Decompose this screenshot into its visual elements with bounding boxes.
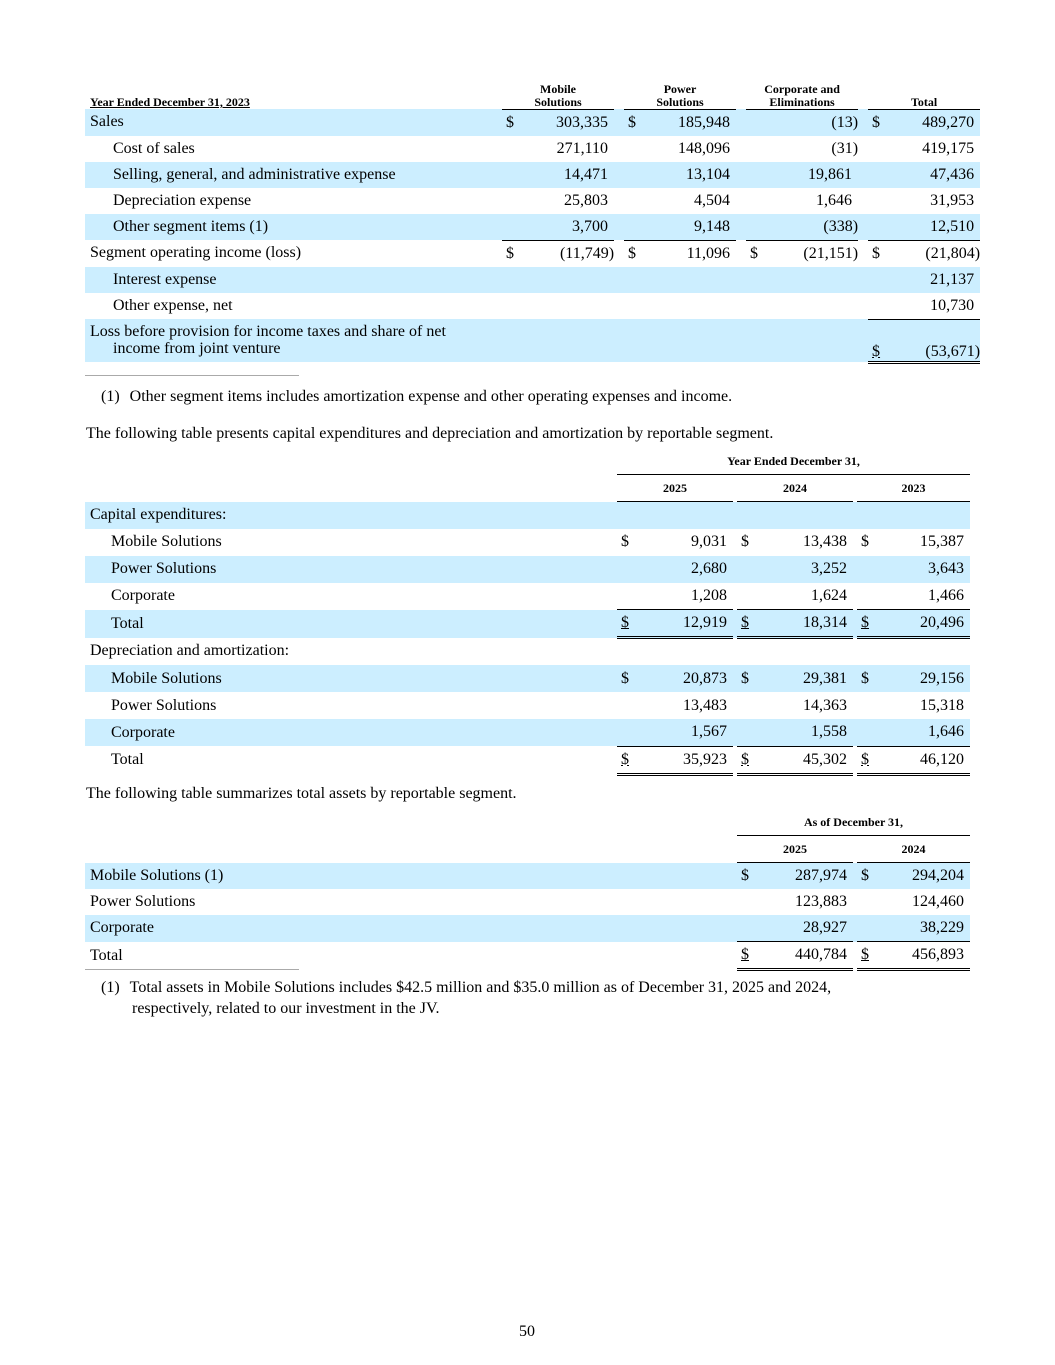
table-row: Corporate 1,208 1,624 1,466 — [85, 583, 970, 610]
table-row: Interest expense 21,137 — [85, 267, 980, 293]
intro-capex: The following table presents capital expenditures and depreciation and amortization by reportable segment. — [86, 425, 774, 442]
footnote-2: (1) Total assets in Mobile Solutions includes $42.5 million and $35.0 million as of December 31, 2025 and 2024, respectively, related to our investment in the JV. — [101, 979, 832, 1017]
table-row: Other segment items (1) 3,700 9,148 (338) 12,510 — [85, 214, 980, 241]
super-header-year-ended: Year Ended December 31, — [617, 448, 970, 475]
table-row: Segment operating income (loss) $ (11,749) $ 11,096 $ (21,151) $ (21,804) — [90, 244, 981, 262]
col-header-mobile: Mobile Solutions — [502, 78, 614, 109]
footnote-separator — [85, 375, 299, 376]
col-header-corporate: Corporate and Eliminations — [746, 78, 858, 109]
table-row: Cost of sales 271,110 148,096 (31) 419,175 — [113, 139, 975, 157]
segment-income-table-2023 — [85, 78, 980, 364]
col-header-2023: 2023 — [857, 475, 970, 502]
col-header-2025: 2025 — [737, 836, 853, 863]
table-row: Mobile Solutions (1) $ 287,974 $ 294,204 — [85, 863, 970, 890]
col-header-2024: 2024 — [737, 475, 853, 502]
table-row-total: Total $ 35,923 $ 45,302 $ 46,120 — [85, 746, 970, 774]
footnote-1: (1) Other segment items includes amortization expense and other operating expenses and income. — [101, 388, 733, 405]
table-title: Year Ended December 31, 2023 — [90, 95, 250, 109]
table-row: Mobile Solutions $ 20,873 $ 29,381 $ 29,156 — [85, 665, 970, 692]
col-header-2025: 2025 — [617, 475, 733, 502]
table-row: Depreciation expense 25,803 4,504 1,646 31,953 — [113, 191, 975, 209]
table-row: Other expense, net 10,730 — [85, 293, 980, 320]
col-header-total: Total — [868, 78, 980, 109]
col-header-power: Power Solutions — [624, 78, 736, 109]
table-row: Sales $ 303,335 $ 185,948 (13) $ 489,270 — [85, 109, 980, 136]
section-header-depreciation: Depreciation and amortization: — [90, 642, 290, 660]
table-row: Power Solutions 2,680 3,252 3,643 — [85, 556, 970, 583]
footnote-separator — [85, 969, 299, 970]
capex-depreciation-table — [85, 448, 970, 776]
table-row: Loss before provision for income taxes and share of net income from joint venture $ (53,671) — [85, 319, 980, 362]
total-assets-table — [85, 809, 970, 971]
table-row-total: Total $ 12,919 $ 18,314 $ 20,496 — [85, 610, 970, 638]
intro-assets: The following table summarizes total assets by reportable segment. — [86, 785, 517, 802]
table-row-total: Total $ 440,784 $ 456,893 — [85, 942, 970, 970]
table-row: Power Solutions 13,483 14,363 15,318 — [111, 696, 964, 714]
table-row: Power Solutions 123,883 124,460 — [90, 893, 965, 910]
table-row: Corporate 28,927 38,229 — [85, 915, 970, 942]
table-row: Corporate 1,567 1,558 1,646 — [85, 719, 970, 746]
page-number: 50 — [519, 1323, 535, 1340]
table-row: Selling, general, and administrative expense 14,471 13,104 19,861 47,436 — [85, 162, 980, 188]
col-header-2024: 2024 — [857, 836, 970, 863]
section-header-capex: Capital expenditures: — [85, 502, 970, 529]
table-row: Mobile Solutions $ 9,031 $ 13,438 $ 15,387 — [111, 533, 964, 550]
super-header-as-of: As of December 31, — [737, 809, 970, 836]
